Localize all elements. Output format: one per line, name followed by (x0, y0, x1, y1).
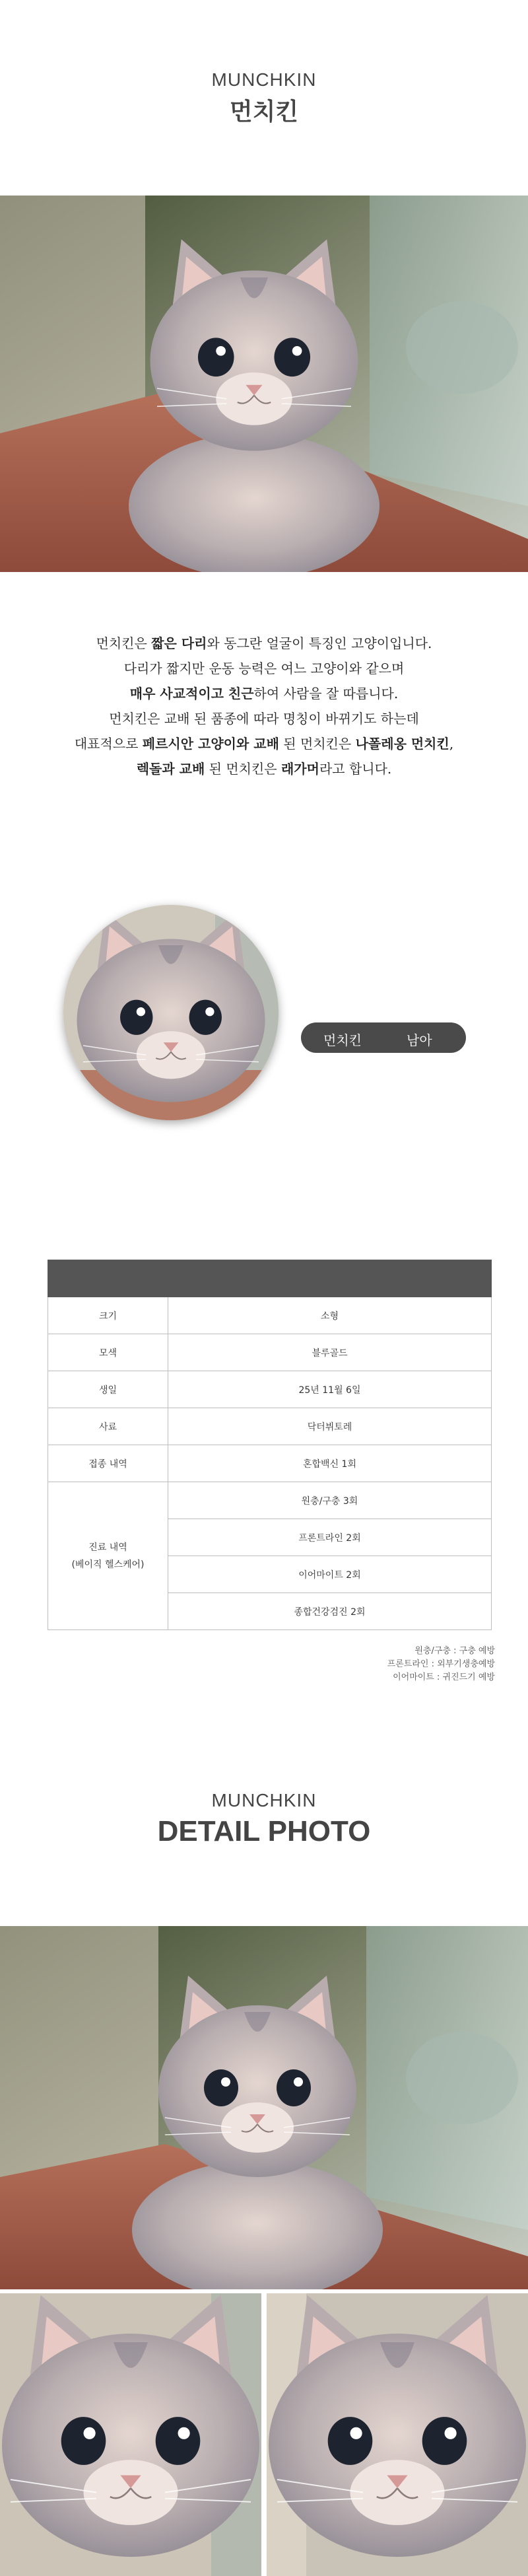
table-key: 생일 (48, 1371, 168, 1408)
table-header-cell (168, 1260, 492, 1297)
note-line: 원충/구충 : 구충 예방 (414, 1646, 495, 1656)
table-value: 원충/구충 3회 (168, 1482, 492, 1519)
info-table (48, 1260, 492, 1630)
breed-description (0, 631, 528, 781)
table-key: 크기 (48, 1297, 168, 1334)
care-key-line-2: (베이직 헬스케어) (71, 1559, 145, 1570)
table-header-cell (48, 1260, 168, 1297)
desc-line-3 (0, 681, 528, 706)
desc-bold: 짧은 다리 (151, 635, 207, 651)
desc-text: 와 동그란 얼굴이 특징인 고양이입니다. (207, 635, 432, 651)
table-row (48, 1334, 492, 1371)
header-eng-title: MUNCHKIN (211, 69, 317, 90)
desc-text: , (449, 736, 454, 752)
table-key: 사료 (48, 1408, 168, 1445)
care-key-line-1: 진료 내역 (88, 1542, 127, 1553)
desc-bold: 매우 사교적이고 친근 (129, 686, 254, 701)
profile-badge (301, 1022, 466, 1053)
detail-cat-photo-right (267, 2293, 528, 2576)
desc-line-1 (0, 631, 528, 656)
table-value: 닥터뷔토레 (168, 1408, 492, 1445)
table-row (48, 1297, 492, 1334)
note-line: 프론트라인 : 외부기생충예방 (387, 1659, 495, 1669)
desc-bold: 래가머 (280, 761, 319, 777)
table-value: 블루골드 (168, 1334, 492, 1371)
profile-breed: 먼치킨 (323, 1032, 362, 1048)
table-header-row (48, 1260, 492, 1297)
table-row (48, 1408, 492, 1445)
desc-text: 된 먼치킨은 (279, 736, 356, 752)
table-value: 25년 11월 6일 (168, 1371, 492, 1408)
detail-cat-photo-large (0, 1926, 528, 2289)
profile-sex: 남아 (407, 1032, 432, 1048)
table-value: 이어마이트 2회 (168, 1556, 492, 1593)
table-value: 프론트라인 2회 (168, 1519, 492, 1556)
table-value: 혼합백신 1회 (168, 1445, 492, 1482)
desc-bold: 페르시안 고양이와 교배 (142, 736, 279, 752)
header-kor-title: 먼치킨 (229, 98, 299, 125)
table-key: 접종 내역 (48, 1445, 168, 1482)
table-value: 소형 (168, 1297, 492, 1334)
desc-text: 대표적으로 (74, 736, 143, 752)
table-key-care (48, 1482, 168, 1630)
profile-cat-photo (63, 905, 279, 1120)
table-row (48, 1445, 492, 1482)
desc-text: 먼치킨은 (96, 635, 152, 651)
desc-text: 된 먼치킨은 (205, 761, 281, 777)
table-row (48, 1482, 492, 1519)
table-value: 종합건강검진 2회 (168, 1593, 492, 1630)
detail-photo-title: DETAIL PHOTO (157, 1815, 371, 1847)
desc-line-5 (0, 731, 528, 756)
table-key: 모색 (48, 1334, 168, 1371)
care-notes (387, 1645, 495, 1684)
detail-eng-title: MUNCHKIN (211, 1790, 317, 1810)
desc-text: 하여 사람을 잘 따릅니다. (253, 686, 399, 701)
detail-cat-photo-left (0, 2293, 261, 2576)
desc-bold: 나폴레옹 먼치킨 (355, 736, 449, 752)
hero-cat-photo (0, 196, 528, 572)
header-title-block (0, 69, 528, 127)
desc-text: 라고 합니다. (319, 761, 392, 777)
detail-title-block (0, 1790, 528, 1848)
desc-line-4: 먼치킨은 교배 된 품종에 따라 명칭이 바뀌기도 하는데 (109, 711, 419, 727)
desc-line-2: 다리가 짧지만 운동 능력은 여느 고양이와 같으며 (123, 661, 405, 676)
desc-line-6 (0, 756, 528, 781)
desc-bold: 렉돌과 교배 (136, 761, 205, 777)
note-line: 이어마이트 : 귀진드기 예방 (393, 1672, 495, 1682)
table-row (48, 1371, 492, 1408)
